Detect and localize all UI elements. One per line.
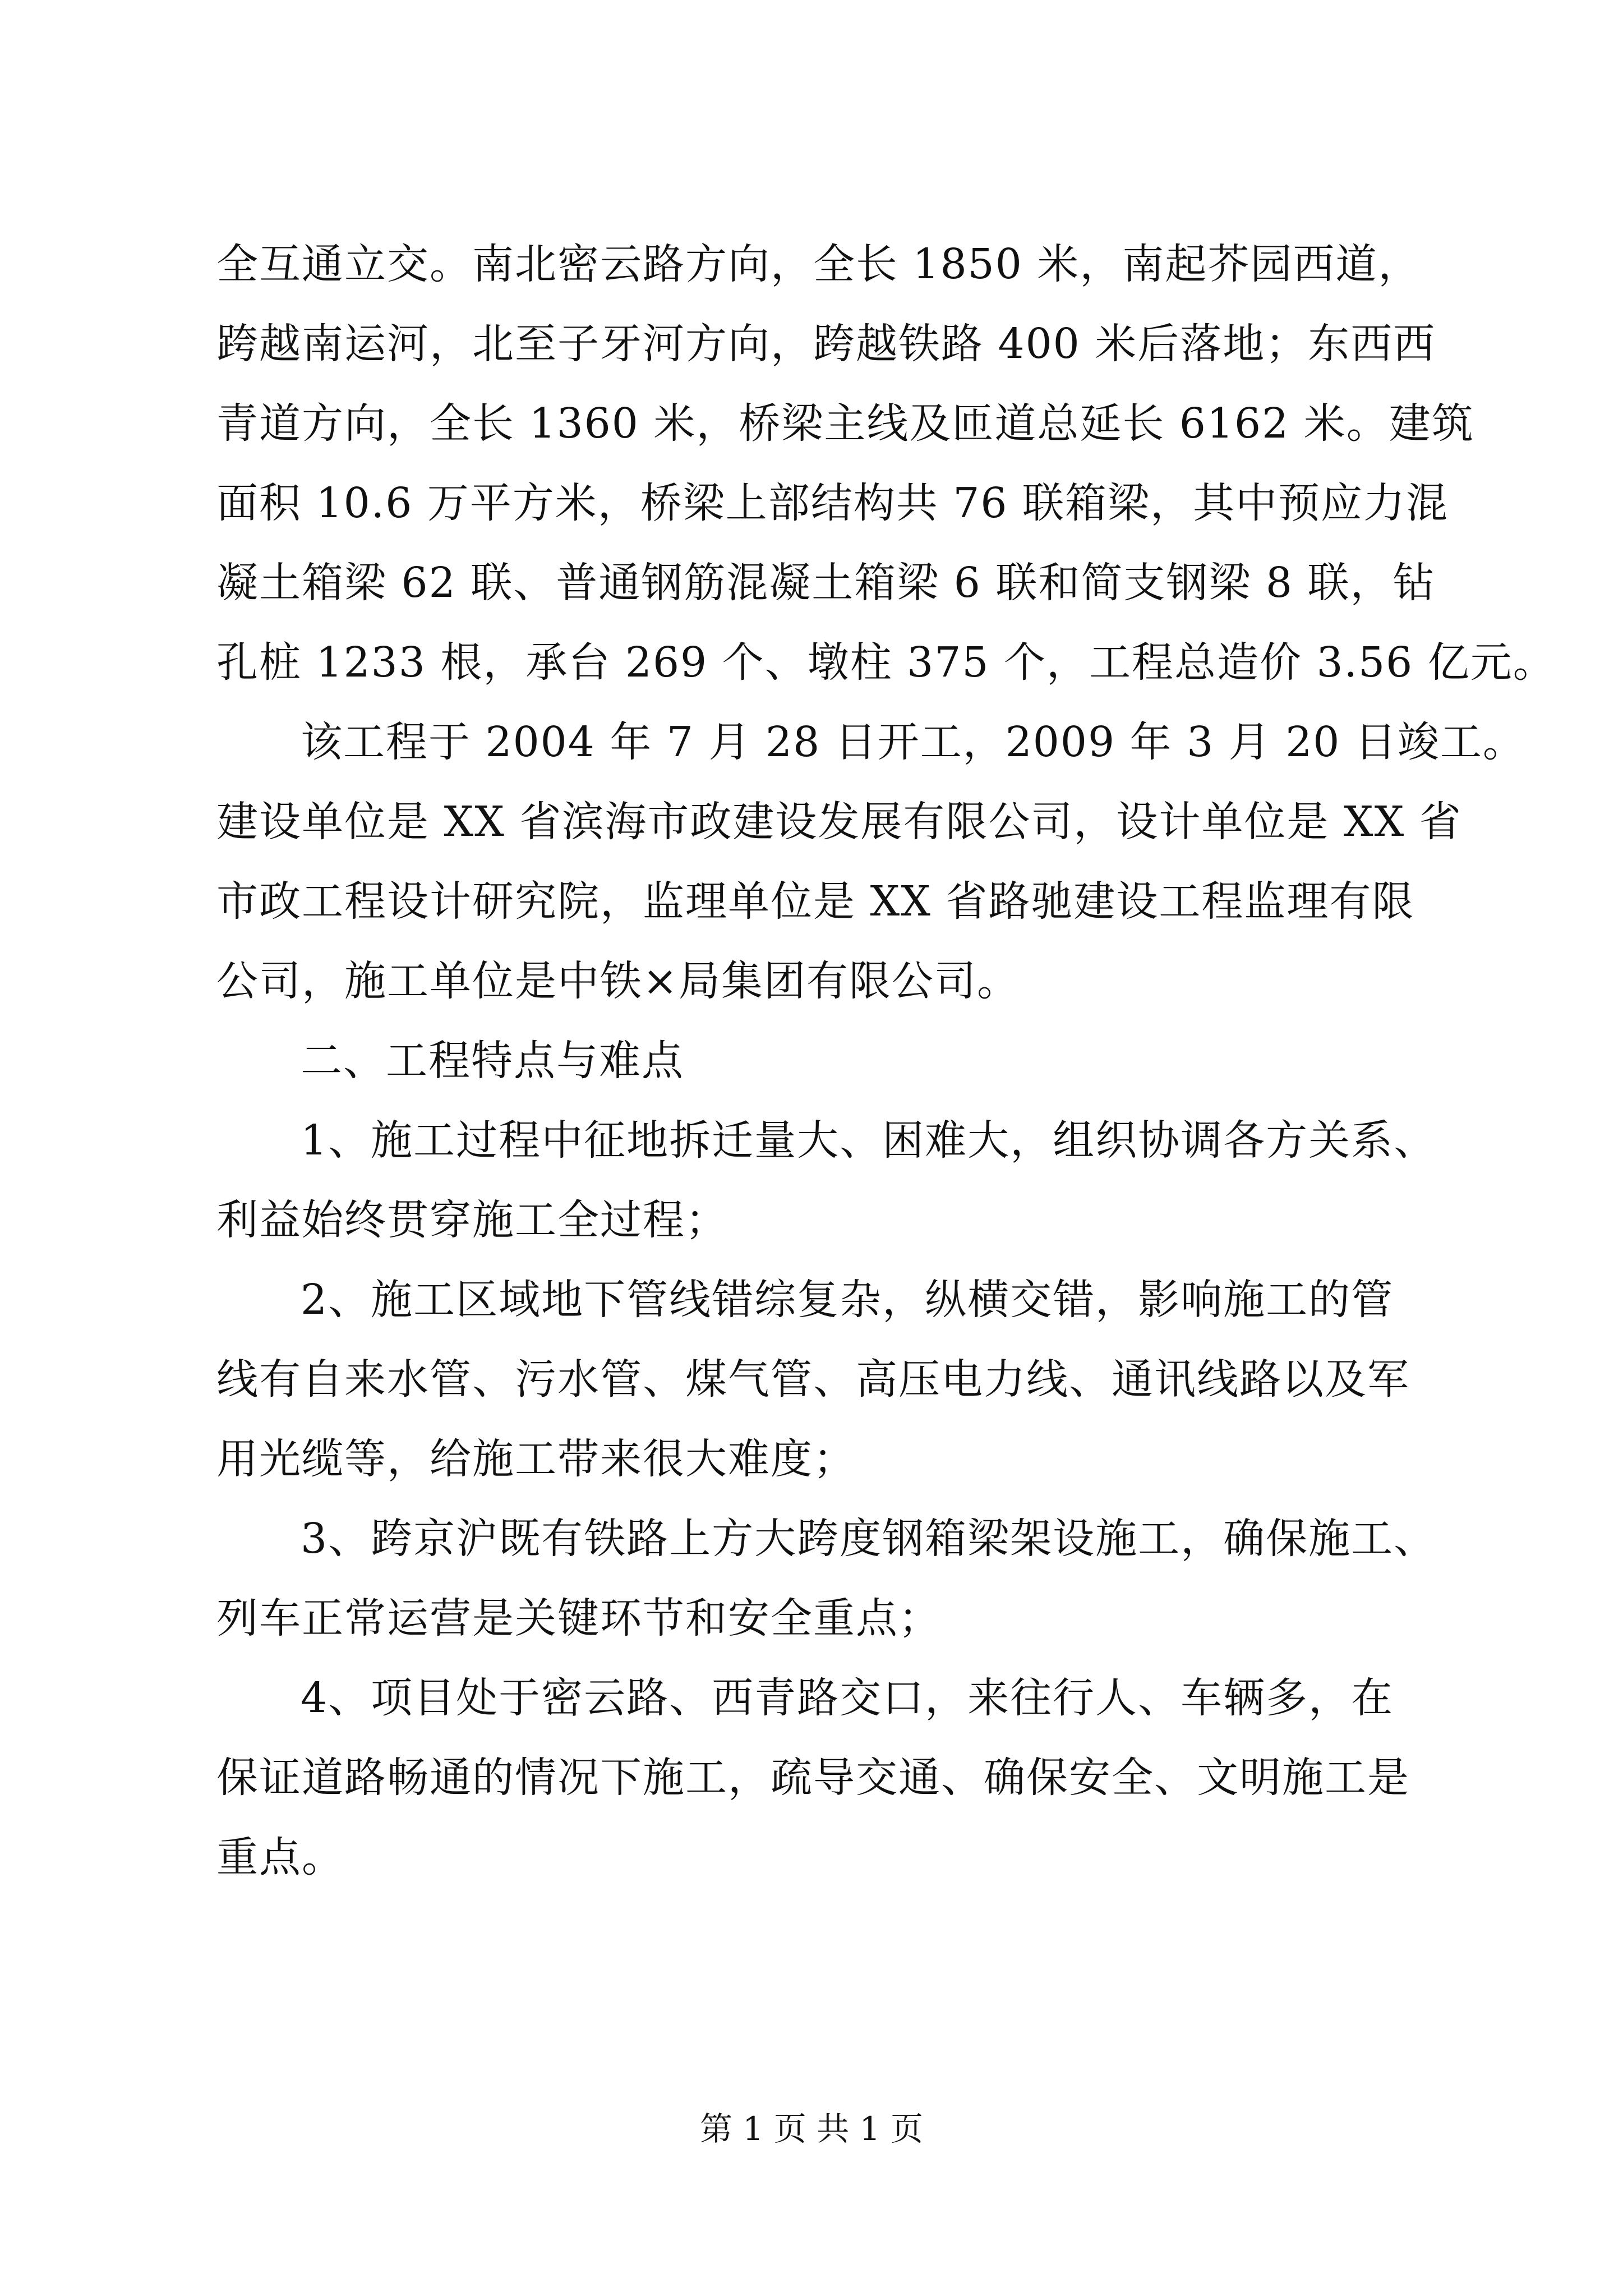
section-heading	[216, 1021, 1422, 1101]
text-line: 列车正常运营是关键环节和安全重点；	[216, 1594, 941, 1642]
paragraph	[216, 224, 1556, 702]
text-line: 保证道路畅通的情况下施工，疏导交通、确保安全、文明施工是	[216, 1754, 1410, 1802]
text-line: 公司，施工单位是中铁×局集团有限公司。	[216, 957, 1020, 1005]
text-line: 跨越南运河，北至子牙河方向，跨越铁路 400 米后落地；东西西	[216, 320, 1436, 368]
text-line: 利益始终贯穿施工全过程；	[216, 1196, 728, 1244]
text-line: 青道方向，全长 1360 米，桥梁主线及匝道总延长 6162 米。建筑	[216, 399, 1474, 448]
text-line: 3、跨京沪既有铁路上方大跨度钢箱梁架设施工，确保施工、	[301, 1515, 1437, 1563]
list-item	[216, 1101, 1437, 1260]
text-line: 重点。	[216, 1833, 344, 1881]
document-body	[216, 224, 1556, 1897]
text-line: 孔桩 1233 根，承台 269 个、墩柱 375 个，工程总造价 3.56 亿元。	[216, 638, 1556, 687]
page-number: 第 1 页 共 1 页	[700, 2110, 923, 2148]
text-line: 用光缆等，给施工带来很大难度；	[216, 1435, 856, 1483]
text-line: 全互通立交。南北密云路方向，全长 1850 米，南起芥园西道，	[216, 240, 1421, 288]
list-item	[216, 1658, 1422, 1897]
text-line: 该工程于 2004 年 7 月 28 日开工，2009 年 3 月 20 日竣工。	[301, 718, 1525, 766]
text-line: 建设单位是 XX 省滨海市政建设发展有限公司，设计单位是 XX 省	[216, 798, 1462, 846]
text-line: 4、项目处于密云路、西青路交口，来往行人、车辆多，在	[301, 1674, 1394, 1722]
list-item	[216, 1260, 1422, 1499]
text-line: 凝土箱梁 62 联、普通钢筋混凝土箱梁 6 联和简支钢梁 8 联，钻	[216, 559, 1436, 607]
list-item	[216, 1499, 1437, 1658]
text-line: 2、施工区域地下管线错综复杂，纵横交错，影响施工的管	[301, 1276, 1394, 1324]
text-line: 市政工程设计研究院，监理单位是 XX 省路驰建设工程监理有限	[216, 877, 1415, 926]
text-line: 1、施工过程中征地拆迁量大、困难大，组织协调各方关系、	[301, 1116, 1437, 1165]
heading-line: 二、工程特点与难点	[301, 1037, 684, 1085]
paragraph	[216, 702, 1525, 1021]
text-line: 线有自来水管、污水管、煤气管、高压电力线、通讯线路以及军	[216, 1355, 1410, 1404]
page-footer	[0, 2106, 1623, 2151]
text-line: 面积 10.6 万平方米，桥梁上部结构共 76 联箱梁，其中预应力混	[216, 479, 1449, 527]
